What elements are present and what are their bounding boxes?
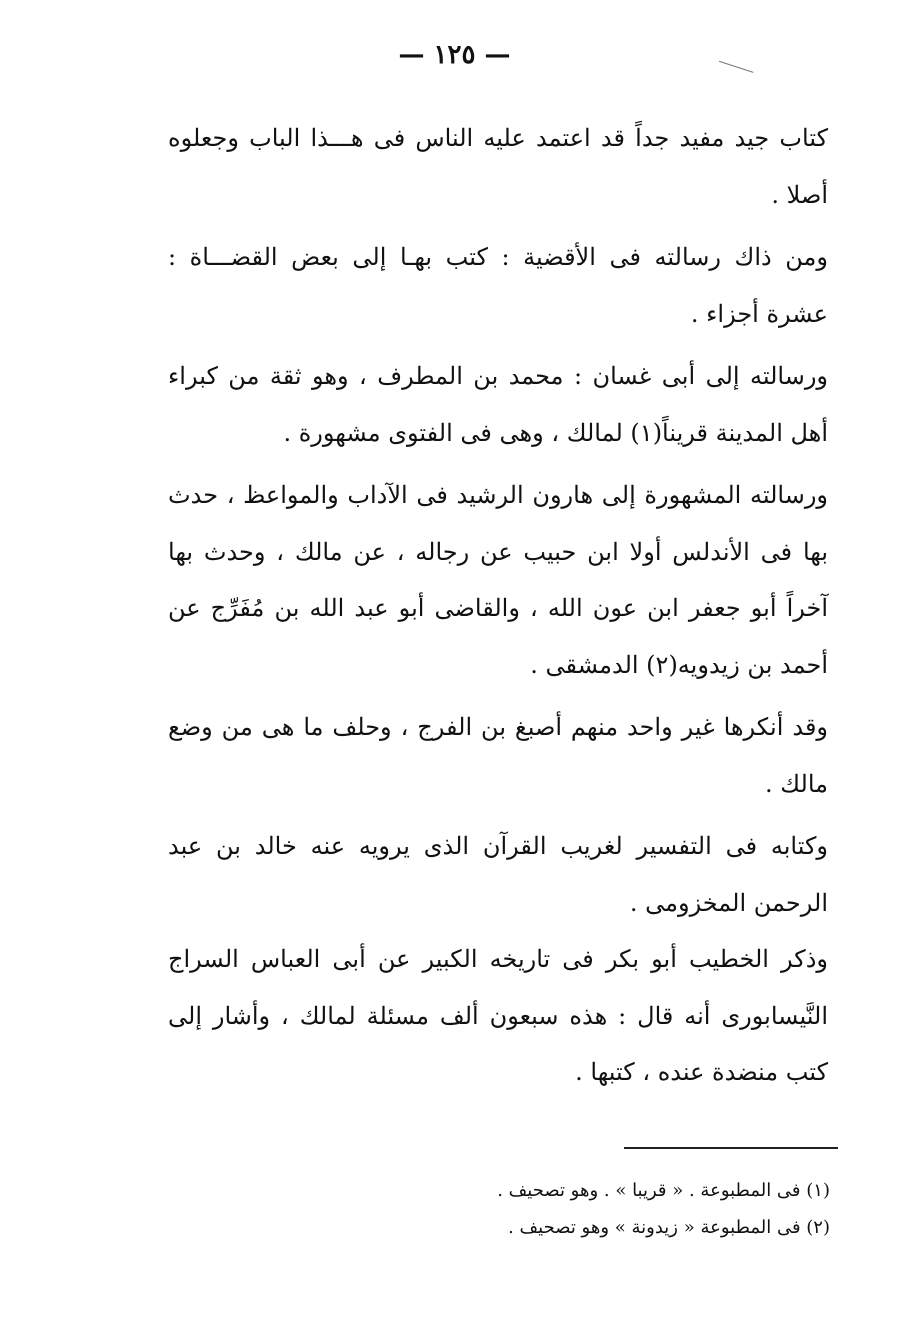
main-text <box>168 110 828 1101</box>
paragraph-7: وذكر الخطيب أبو بكر فى تاريخه الكبير عن أبى العباس السراج النَّيسابورى أنه قال : هذه سبعون ألف مسئلة لمالك ، وأشار إلى كتب منضدة عنده ، كتبها . <box>168 945 828 1086</box>
paragraph-1: كتاب جيد مفيد جداً قد اعتمد عليه الناس فى هـــذا الباب وجعلوه أصلا . <box>168 124 828 209</box>
footnote-1: (١) فى المطبوعة . « قريبا » . وهو تصحيف . <box>497 1180 830 1201</box>
footnote-2: (٢) فى المطبوعة « زيدونة » وهو تصحيف . <box>508 1217 830 1238</box>
paragraph-5: وقد أنكرها غير واحد منهم أصبغ بن الفرج ، وحلف ما هى من وضع مالك . <box>168 713 829 798</box>
footnotes <box>440 1172 830 1246</box>
page-number: — ١٢٥ — <box>398 40 511 70</box>
paragraph-3: ورسالته إلى أبى غسان : محمد بن المطرف ، وهو ثقة من كبراء أهل المدينة قريناً(١) لمالك ، وهى فى الفتوى مشهورة . <box>168 362 828 447</box>
paragraph-6: وكتابه فى التفسير لغريب القرآن الذى يرويه عنه خالد بن عبد الرحمن المخزومى . <box>168 832 828 917</box>
paragraph-2: ومن ذاك رسالته فى الأقضية : كتب بهـا إلى بعض القضـــاة : عشرة أجزاء . <box>168 243 828 328</box>
footnote-separator <box>624 1147 838 1149</box>
paragraph-4: ورسالته المشهورة إلى هارون الرشيد فى الآداب والمواعظ ، حدث بها فى الأندلس أولا ابن حبيب عن رجاله ، عن مالك ، وحدث بها آخراً أبو جعفر ابن عون الله ، والقاضى أبو عبد الله بن مُفَرِّج عن أحمد بن زيدويه(٢) الدمشقى . <box>168 481 828 679</box>
